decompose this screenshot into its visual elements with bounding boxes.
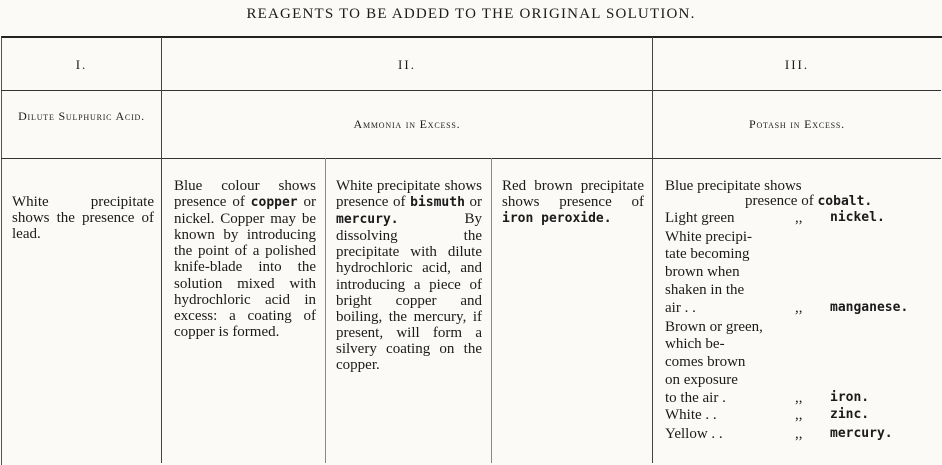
ditto-mark: ,, <box>795 426 803 442</box>
row-key: White . . <box>665 407 717 423</box>
col2a-text-2: or nickel. Copper may be known by introducing the point of a polished knife-blade into the solution mixed with hydrochloric acid in excess: a coating of copper is formed. <box>174 194 316 340</box>
col2b-text <box>336 178 482 373</box>
row-key: comes brown <box>665 354 746 370</box>
col3-row <box>665 372 935 388</box>
row-key: brown when <box>665 264 740 280</box>
col3-row <box>665 336 935 352</box>
col3-row <box>665 407 935 423</box>
col3-intro-line-2: presence of <box>745 193 814 209</box>
col3-row <box>665 319 935 335</box>
col2a-text-1: Blue colour shows presence of <box>174 178 316 211</box>
row-key: on exposure <box>665 372 738 388</box>
column-divider-1 <box>161 37 162 463</box>
col2c-text-1: Red brown precipitate shows presence of <box>502 178 644 211</box>
col2b-bold-bismuth: bismuth <box>410 195 465 211</box>
row-metal: zinc. <box>830 407 870 422</box>
row-key: which be- <box>665 336 725 352</box>
col3-row <box>665 354 935 370</box>
row-key: shaken in the <box>665 282 745 298</box>
col2b-bold-mercury: mercury. <box>336 212 399 228</box>
reagent-heading-2: Ammonia in Excess. <box>353 117 461 131</box>
col3-row <box>665 264 935 280</box>
reagent-heading-3: Potash in Excess. <box>749 117 845 131</box>
reagent-heading-1: Dilute Sulphuric Acid. <box>18 109 145 123</box>
col3-row <box>665 210 935 226</box>
col2c-bold-iron-peroxide: iron peroxide. <box>502 211 612 227</box>
col3-intro <box>665 178 935 194</box>
ditto-mark: ,, <box>795 210 803 226</box>
col3-row <box>665 246 935 262</box>
row-key: air . . <box>665 300 696 316</box>
header-rule <box>1 90 941 91</box>
column-divider-2 <box>652 37 653 463</box>
ditto-mark: ,, <box>795 407 803 423</box>
subcolumn-divider-a <box>325 158 326 463</box>
col2a-bold-copper: copper <box>250 195 298 211</box>
row-key: White precipi- <box>665 229 753 245</box>
col3-row <box>665 229 935 245</box>
col1-body: White precipitate shows the presence of lead. <box>12 194 154 243</box>
col3-intro-2 <box>745 193 872 210</box>
col2b-text-2: or <box>464 194 482 211</box>
subcolumn-divider-b <box>491 158 492 463</box>
ditto-mark: ,, <box>795 300 803 316</box>
col3-bold-cobalt: cobalt. <box>817 194 873 209</box>
col3-row <box>665 426 935 442</box>
col3-row <box>665 390 935 406</box>
col3-intro-line: Blue precipitate shows <box>665 178 802 194</box>
row-metal: nickel. <box>830 210 885 225</box>
ditto-mark: ,, <box>795 390 803 406</box>
col1-text <box>12 178 154 242</box>
row-metal: iron. <box>830 390 870 405</box>
col3-row <box>665 300 935 316</box>
col2b-text-3: By dissolving the precipitate with dilute hydrochloric acid, and introducing a piece of bright copper and boiling, the mercury, if present, will form a silvery coating on the copper. <box>336 211 482 374</box>
column-numeral-3: III. <box>784 57 810 72</box>
column-numeral-1: I. <box>75 57 88 72</box>
col2b-text-1: White precipitate shows presence of <box>336 178 482 211</box>
row-key: Light green <box>665 210 735 226</box>
page-title: REAGENTS TO BE ADDED TO THE ORIGINAL SOLUTION. <box>246 6 696 22</box>
subheader-rule <box>1 158 941 159</box>
row-key: to the air . <box>665 390 726 406</box>
row-key: tate becoming <box>665 246 750 262</box>
row-metal: manganese. <box>830 300 909 315</box>
col2a-text <box>174 178 316 340</box>
row-key: Brown or green, <box>665 319 763 335</box>
col2c-text <box>502 178 644 227</box>
row-metal: mercury. <box>830 426 893 441</box>
row-key: Yellow . . <box>665 426 723 442</box>
col3-row <box>665 282 935 298</box>
column-numeral-2: II. <box>398 57 416 72</box>
